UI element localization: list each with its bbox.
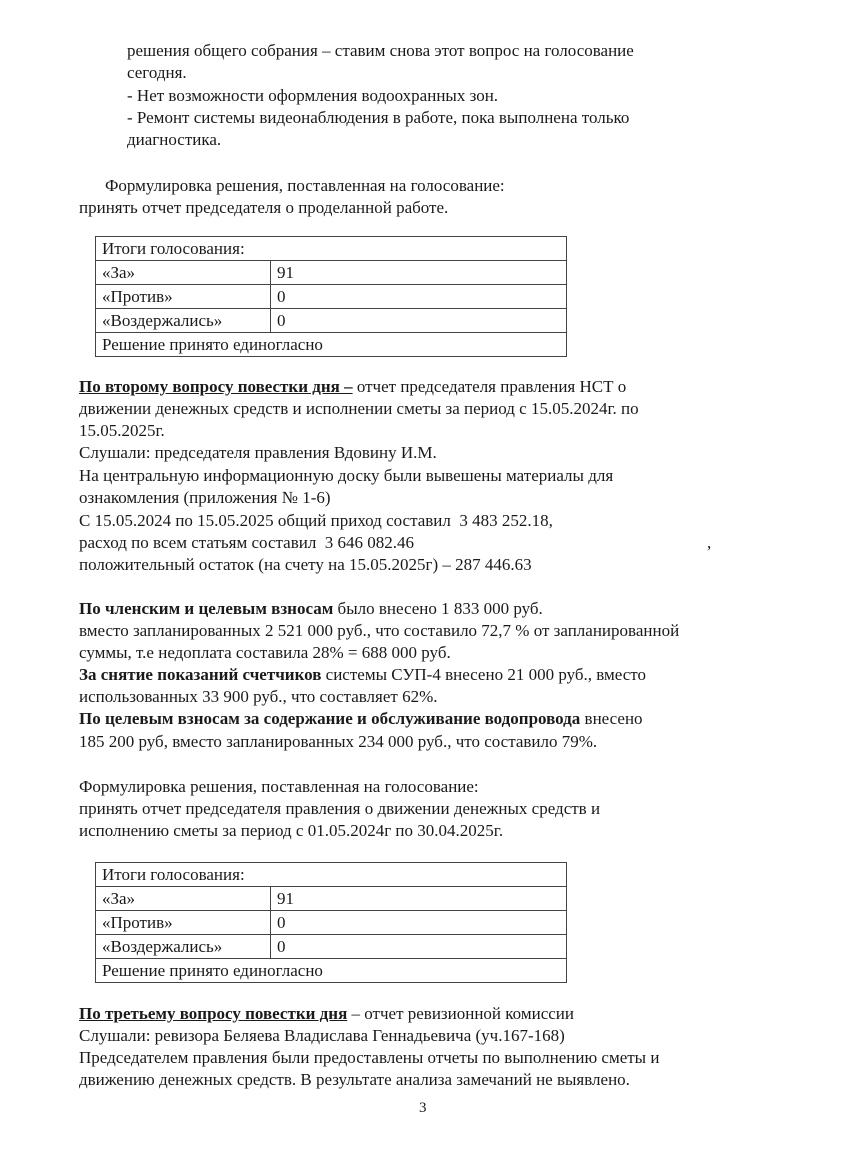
vote1-for-label: «За»	[96, 261, 271, 285]
page-number: 3	[419, 1100, 427, 1116]
decision1-line-2: принять отчет председателя о проделанной работе.	[79, 198, 449, 217]
top-line-3: - Нет возможности оформления водоохранных зон.	[127, 86, 499, 105]
q3-heading: По третьему вопросу повестки дня	[79, 1004, 348, 1023]
q2-line-7: С 15.05.2024 по 15.05.2025 общий приход составил 3 483 252.18,	[79, 511, 553, 530]
vote1-abstain-value: 0	[271, 309, 567, 333]
fees-line-6-text: внесено	[580, 709, 643, 728]
table-row	[96, 911, 567, 935]
q2-line-1	[79, 376, 626, 398]
vote-table-2	[95, 862, 567, 983]
fees-line-1-text: было внесено 1 833 000 руб.	[333, 599, 543, 618]
q2-line-3: 15.05.2025г.	[79, 421, 165, 440]
fees-line-3: суммы, т.е недоплата составила 28% = 688 000 руб.	[79, 643, 451, 662]
fees-line-5: использованных 33 900 руб., что составляет 62%.	[79, 687, 438, 706]
q2-line-8-comma: ,	[707, 533, 712, 552]
vote2-abstain-value: 0	[271, 935, 567, 959]
vote2-abstain-label: «Воздержались»	[96, 935, 271, 959]
top-line-4: - Ремонт системы видеонаблюдения в работе, пока выполнена только	[127, 108, 630, 127]
decision2-line-1: Формулировка решения, поставленная на голосование:	[79, 777, 479, 796]
vote1-for-value: 91	[271, 261, 567, 285]
decision2-line-2: принять отчет председателя правления о движении денежных средств и	[79, 799, 601, 818]
q2-line-9: положительный остаток (на счету на 15.05.2025г) – 287 446.63	[79, 555, 532, 574]
fees-bold-1: По членским и целевым взносам	[79, 599, 334, 618]
fees-line-6	[79, 708, 643, 730]
q2-heading: По второму вопросу повестки дня –	[79, 377, 353, 396]
fees-line-4	[79, 664, 646, 686]
top-line-1: решения общего собрания – ставим снова этот вопрос на голосование	[127, 41, 634, 60]
table-row	[96, 285, 567, 309]
q2-line-4: Слушали: председателя правления Вдовину И.М.	[79, 443, 437, 462]
table-row	[96, 887, 567, 911]
decision2-line-3: исполнению сметы за период с 01.05.2024г по 30.04.2025г.	[79, 821, 504, 840]
vote-table-1	[95, 236, 567, 357]
vote2-header: Итоги голосования:	[96, 863, 567, 887]
vote2-for-value: 91	[271, 887, 567, 911]
vote1-result: Решение принято единогласно	[96, 333, 567, 357]
vote2-against-value: 0	[271, 911, 567, 935]
fees-line-1	[79, 598, 543, 620]
fees-line-4-text: системы СУП-4 внесено 21 000 руб., вместо	[321, 665, 646, 684]
fees-line-2: вместо запланированных 2 521 000 руб., что составило 72,7 % от запланированной	[79, 621, 680, 640]
decision1-line-1: Формулировка решения, поставленная на голосование:	[105, 176, 505, 195]
vote1-against-value: 0	[271, 285, 567, 309]
top-line-2: сегодня.	[127, 63, 187, 82]
vote1-abstain-label: «Воздержались»	[96, 309, 271, 333]
table-row	[96, 935, 567, 959]
q3-line-1-text: – отчет ревизионной комиссии	[347, 1004, 574, 1023]
vote2-result: Решение принято единогласно	[96, 959, 567, 983]
fees-line-7: 185 200 руб, вместо запланированных 234 000 руб., что составило 79%.	[79, 732, 598, 751]
q3-line-1	[79, 1003, 574, 1025]
q2-line-8: расход по всем статьям составил 3 646 082.46	[79, 533, 415, 552]
top-line-5: диагностика.	[127, 130, 222, 149]
q3-line-4: движению денежных средств. В результате анализа замечаний не выявлено.	[79, 1070, 630, 1089]
vote2-for-label: «За»	[96, 887, 271, 911]
q2-line-6: ознакомления (приложения № 1-6)	[79, 488, 331, 507]
q3-line-3: Председателем правления были предоставлены отчеты по выполнению сметы и	[79, 1048, 660, 1067]
q3-line-2: Слушали: ревизора Беляева Владислава Геннадьевича (уч.167-168)	[79, 1026, 565, 1045]
fees-bold-3: По целевым взносам за содержание и обслуживание водопровода	[79, 709, 581, 728]
q2-line-2: движении денежных средств и исполнении сметы за период с 15.05.2024г. по	[79, 399, 639, 418]
vote1-against-label: «Против»	[96, 285, 271, 309]
q2-line-5: На центральную информационную доску были вывешены материалы для	[79, 466, 614, 485]
table-row	[96, 309, 567, 333]
vote1-header: Итоги голосования:	[96, 237, 567, 261]
fees-bold-2: За снятие показаний счетчиков	[79, 665, 322, 684]
q2-line-1-text: отчет председателя правления НСТ о	[352, 377, 627, 396]
table-row	[96, 261, 567, 285]
vote2-against-label: «Против»	[96, 911, 271, 935]
